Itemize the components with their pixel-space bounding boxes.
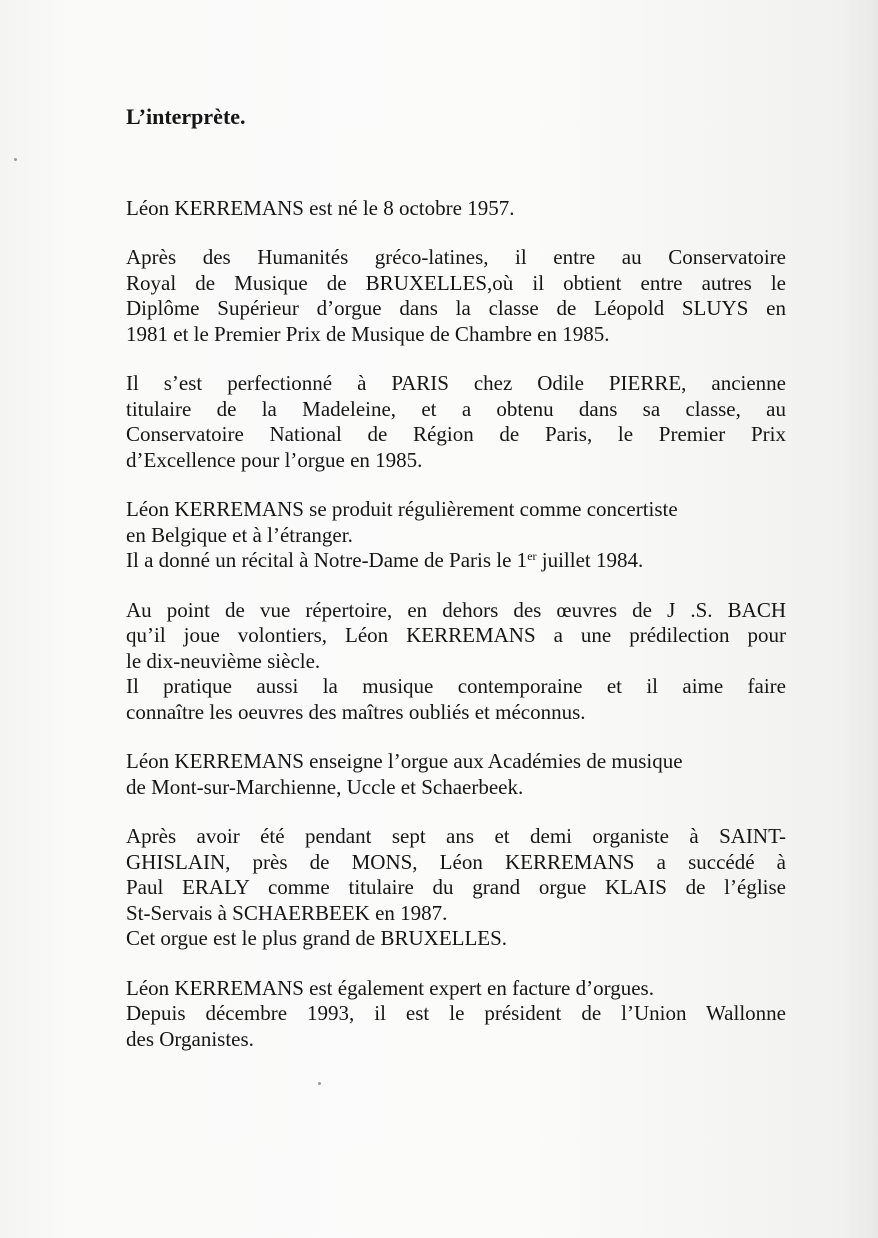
paper-speck: [14, 158, 17, 161]
text-line: des Organistes.: [126, 1026, 254, 1051]
text-line: Il pratique aussi la musique contemporaine et il aime faire: [126, 674, 786, 698]
text-line: Cet orgue est le plus grand de BRUXELLES.: [126, 926, 508, 950]
paragraph-organist: [126, 824, 786, 952]
ordinal-suffix: er: [527, 549, 537, 563]
text-line: le dix-neuvième siècle.: [126, 648, 321, 673]
recital-line: [126, 548, 786, 574]
paper-speck: [318, 1082, 321, 1085]
text-line: Après avoir été pendant sept ans et demi organiste à SAINT-: [126, 824, 786, 848]
text-line: GHISLAIN, près de MONS, Léon KERREMANS a succédé à: [126, 849, 786, 874]
text-line: Il s’est perfectionné à PARIS chez Odile PIERRE, ancienne: [126, 371, 786, 395]
text-line: Léon KERREMANS est également expert en facture d’orgues.: [126, 975, 654, 1000]
text-line: en Belgique et à l’étranger.: [126, 522, 353, 547]
text-line: Depuis décembre 1993, il est le président de l’Union Wallonne: [126, 1001, 786, 1025]
text-line: connaître les oeuvres des maîtres oubliés et méconnus.: [126, 699, 586, 724]
text-line: Au point de vue répertoire, en dehors des œuvres de J .S. BACH: [126, 597, 786, 622]
text-line: titulaire de la Madeleine, et a obtenu dans sa classe, au: [126, 396, 786, 421]
text-line: Diplôme Supérieur d’orgue dans la classe de Léopold SLUYS en: [126, 296, 786, 320]
text-line: qu’il joue volontiers, Léon KERREMANS a une prédilection pour: [126, 623, 786, 647]
page-title: L’interprète.: [126, 104, 246, 129]
paragraph-concerts: [126, 497, 786, 574]
text-line: Léon KERREMANS se produit régulièrement comme concertiste: [126, 497, 678, 521]
paragraph-expert: [126, 976, 786, 1053]
biography-text: [126, 104, 786, 1052]
paragraph-paris: [126, 371, 786, 473]
text-line: d’Excellence pour l’orgue en 1985.: [126, 447, 423, 472]
text-line: 1981 et le Premier Prix de Musique de Chambre en 1985.: [126, 321, 610, 346]
text-line: Léon KERREMANS enseigne l’orgue aux Académies de musique: [126, 749, 683, 773]
text-line: de Mont-sur-Marchienne, Uccle et Schaerbeek.: [126, 774, 524, 799]
paragraph-education: [126, 245, 786, 347]
text-line: Royal de Musique de BRUXELLES,où il obtient entre autres le: [126, 270, 786, 295]
text-line: Paul ERALY comme titulaire du grand orgue KLAIS de l’église: [126, 875, 786, 899]
text-line: Après des Humanités gréco-latines, il entre au Conservatoire: [126, 245, 786, 269]
text-line: St-Servais à SCHAERBEEK en 1987.: [126, 900, 448, 925]
paragraph-repertoire: [126, 598, 786, 726]
paragraph-teaching: [126, 749, 786, 800]
text-line: Léon KERREMANS est né le 8 octobre 1957.: [126, 195, 515, 220]
recital-date: juillet 1984.: [536, 548, 644, 572]
text-line: Conservatoire National de Région de Paris, le Premier Prix: [126, 422, 786, 446]
paragraph-birth: [126, 196, 786, 222]
recital-text: Il a donné un récital à Notre-Dame de Paris le 1: [126, 548, 528, 572]
